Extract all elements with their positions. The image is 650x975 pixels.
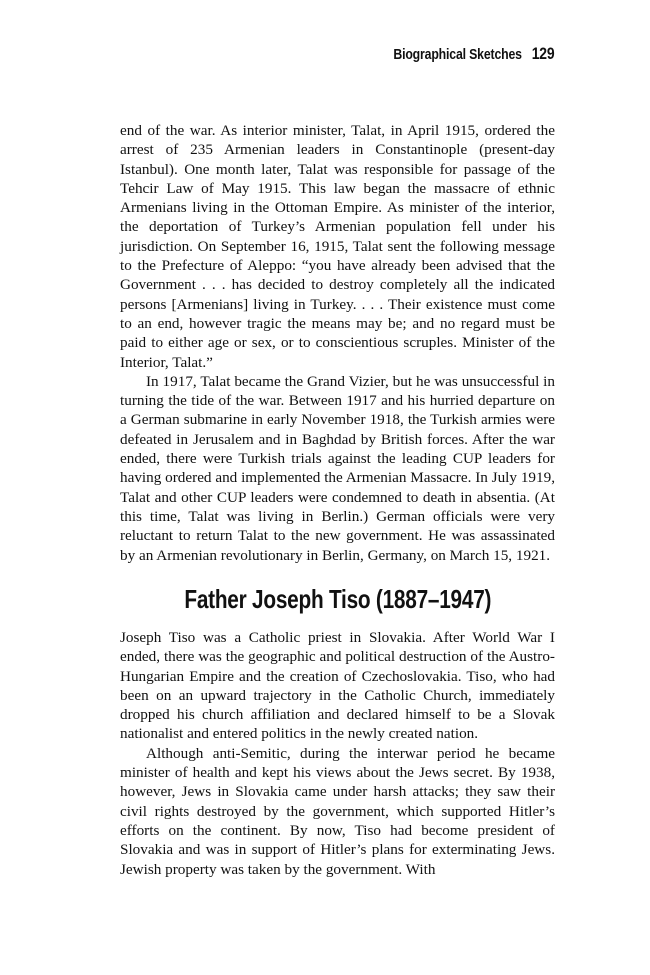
page-number: 129 (531, 44, 554, 63)
body-paragraph: end of the war. As interior minister, Talat, in April 1915, ordered the arrest of 235 Armenian leaders in Constantinople (present-day Istanbul). One month later, Talat was responsible for passage of the Tehcir Law of May 1915. This law began the massacre of ethnic Armenians living in the Ottoman Empire. As minister of the interior, the deportation of Turkey’s Armenian population fell under his jurisdiction. On September 16, 1915, Talat sent the following message to the Prefecture of Aleppo: “you have already been advised that the Government . . . has decided to destroy completely all the indicated persons [Armenians] living in Turkey. . . . Their existence must come to an end, however tragic the means may be; and no regard must be paid to either age or sex, or to conscientious scruples. Minister of the Interior, Talat.” (120, 122, 555, 371)
section-heading (120, 584, 555, 615)
running-head-title: Biographical Sketches (392, 46, 522, 63)
body-paragraph: Joseph Tiso was a Catholic priest in Slovakia. After World War I ended, there was the geographic and political destruction of the Austro-Hungarian Empire and the creation of Czechoslovakia. Tiso, who had been on an upward trajectory in the Catholic Church, immediately dropped his church affiliation and declared himself to be a Slovak nationalist and entered politics in the newly created nation. (120, 629, 555, 743)
body-paragraph: Although anti-Semitic, during the interwar period he became minister of health and kept his views about the Jews secret. By 1938, however, Jews in Slovakia came under harsh attacks; they saw their civil rights destroyed by the government, which supported Hitler’s efforts on the continent. By now, Tiso had become president of Slovakia and was in support of Hitler’s plans for exterminating Jews. Jewish property was taken by the government. With (120, 744, 555, 878)
running-head (393, 44, 554, 64)
section-heading-text: Father Joseph Tiso (1887–1947) (184, 584, 491, 614)
talat-text-block (120, 121, 555, 565)
tiso-text-block (120, 628, 555, 879)
body-paragraph: In 1917, Talat became the Grand Vizier, but he was unsuccessful in turning the tide of the war. Between 1917 and his hurried departure on a German submarine in early November 1918, the Turkish armies were defeated in Jerusalem and in Baghdad by British forces. After the war ended, there were Turkish trials against the leading CUP leaders for having ordered and implemented the Armenian Massacre. In July 1919, Talat and other CUP leaders were condemned to death in absentia. (At this time, Talat was living in Berlin.) German officials were very reluctant to return Talat to the new government. He was assassinated by an Armenian revolutionary in Berlin, Germany, on March 15, 1921. (120, 372, 555, 564)
